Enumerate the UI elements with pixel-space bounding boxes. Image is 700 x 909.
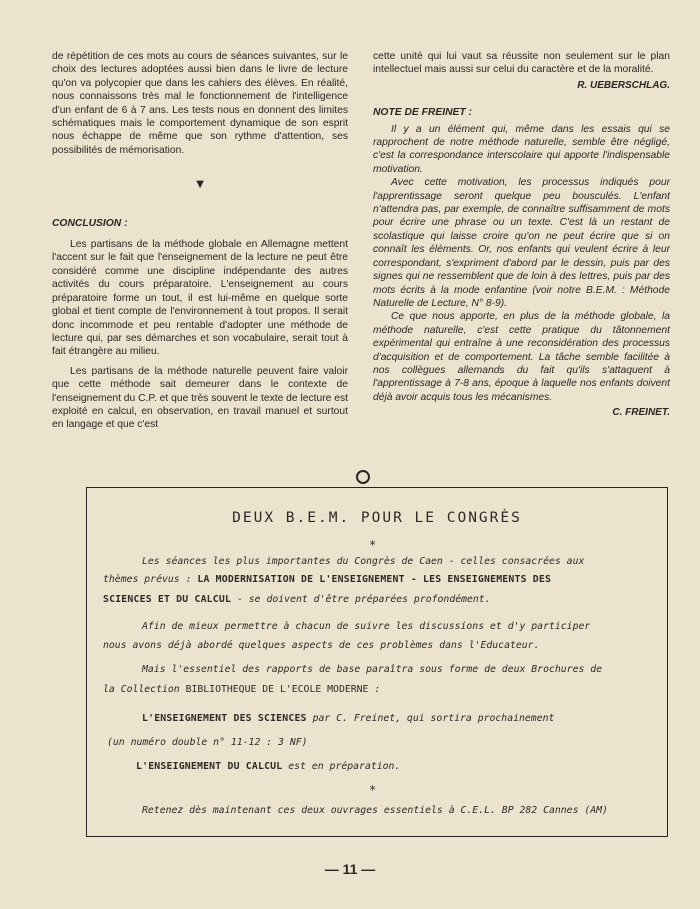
signature-freinet: C. FREINET. (612, 407, 670, 419)
circle-ornament-icon (356, 470, 370, 484)
paragraph: Les partisans de la méthode naturelle peuvent faire valoir que cette méthode sait demeurer dans le contexte de l'enseignement du C.P. et que très souvent le texte de lecture est exploité en calcul, en observation, en travail manuel et surtout en langage et que c'est (52, 365, 348, 431)
note-heading: NOTE DE FREINET : (373, 107, 472, 119)
box-line: nous avons déjà abordé quelques aspects de ces problèmes dans l'Educateur. (103, 640, 540, 651)
left-column (52, 50, 348, 432)
box-line: Les séances les plus importantes du Congrès de Caen - celles consacrées aux (142, 556, 585, 567)
box-line: Afin de mieux permettre à chacun de suivre les discussions et d'y participer (142, 621, 591, 632)
announcement-box (86, 487, 668, 837)
right-column (373, 50, 670, 420)
paragraph: cette unité qui lui vaut sa réussite non seulement sur le plan intellectuel mais aussi sur celui du caractère et de la moralité. (373, 51, 670, 76)
signature-ueberschlag: R. UEBERSCHLAG. (577, 79, 670, 91)
box-line: la Collection BIBLIOTHEQUE DE L'ECOLE MODERNE : (103, 684, 381, 695)
box-line: L'ENSEIGNEMENT DU CALCUL est en préparation. (136, 761, 401, 772)
paragraph: Avec cette motivation, les processus indiqués pour l'apprentissage seront quelque peu bousculés. L'enfant n'attendra pas, par exemple, de connaître suffisamment de mots pour écrire une phrase ou un texte. C'est là un restant de scolastique qui laisse croire qu'on ne peut écrire que si on connaît les éléments. Or, nos enfants qui veulent écrire à leur correspondant, s'expriment d'abord par le dessin, puis par des signes qui ne ressemblent que de loin à des lettres, puis par des mots écrits à la mode enfantine (voir notre B.E.M. : Méthode Naturelle de Lecture, N° 8-9). (373, 177, 670, 309)
down-triangle-icon: ▼ (193, 176, 207, 192)
star-separator: * (369, 538, 377, 552)
box-title: DEUX B.E.M. POUR LE CONGRÈS (232, 510, 522, 526)
conclusion-heading: CONCLUSION : (52, 217, 128, 229)
paragraph: de répétition de ces mots au cours de séances suivantes, sur le choix des lectures adoptées aussi bien dans le livre de lecture qu'on va polycopier que dans les cahiers des élèves. En réalité, nous connaissons très mal le fonctionnement de l'intelligence d'un enfant de 6 à 7 ans. Les tests nous en donnent des limites schématiques mais le comportement dynamique de son esprit nous échappe de même que son rythme d'attention, ses possibilités de mémorisation. (52, 51, 348, 156)
page-number: — 11 — (324, 861, 376, 877)
box-line: (un numéro double n° 11-12 : 3 NF) (107, 737, 308, 748)
box-line: Mais l'essentiel des rapports de base paraîtra sous forme de deux Brochures de (142, 664, 603, 675)
box-line: L'ENSEIGNEMENT DES SCIENCES par C. Freinet, qui sortira prochainement (142, 713, 555, 724)
star-separator: * (369, 783, 377, 797)
box-line: Retenez dès maintenant ces deux ouvrages essentiels à C.E.L. BP 282 Cannes (AM) (142, 805, 608, 816)
paragraph: Ce que nous apporte, en plus de la méthode globale, la méthode naturelle, c'est cette pratique du tâtonnement expérimental qui entraîne à une reconsidération des processus d'acquisition et de comportement. La tâche semble facilitée à nos collègues allemands du fait qu'ils s'attaquent à l'apprentissage à 7-8 ans, époque à laquelle nos enfants doivent déjà avoir acquis tous les mécanismes. (373, 311, 670, 403)
paragraph: Les partisans de la méthode globale en Allemagne mettent l'accent sur le fait que l'enseignement de la lecture ne peut être considéré comme une discipline indépendante des autres activités du cours préparatoire. L'enseignement au cours préparatoire forme un tout, il est lui-même en quelque sorte global et tient compte de l'environnement à tout propos. Il serait donc incommode et peu rentable d'adopter une méthode de lecture qui, par ses démarches et son vocabulaire, serait tout à fait étrangère au milieu. (52, 239, 348, 358)
box-line: SCIENCES ET DU CALCUL - se doivent d'être préparées profondément. (103, 594, 491, 605)
box-line: thèmes prévus : LA MODERNISATION DE L'ENSEIGNEMENT - LES ENSEIGNEMENTS DES (103, 574, 552, 585)
paragraph: Il y a un élément qui, même dans les essais qui se rapprochent de notre méthode naturelle, semble être négligé, c'est la correspondance interscolaire qui apporte l'indispensable motivation. (373, 123, 670, 175)
